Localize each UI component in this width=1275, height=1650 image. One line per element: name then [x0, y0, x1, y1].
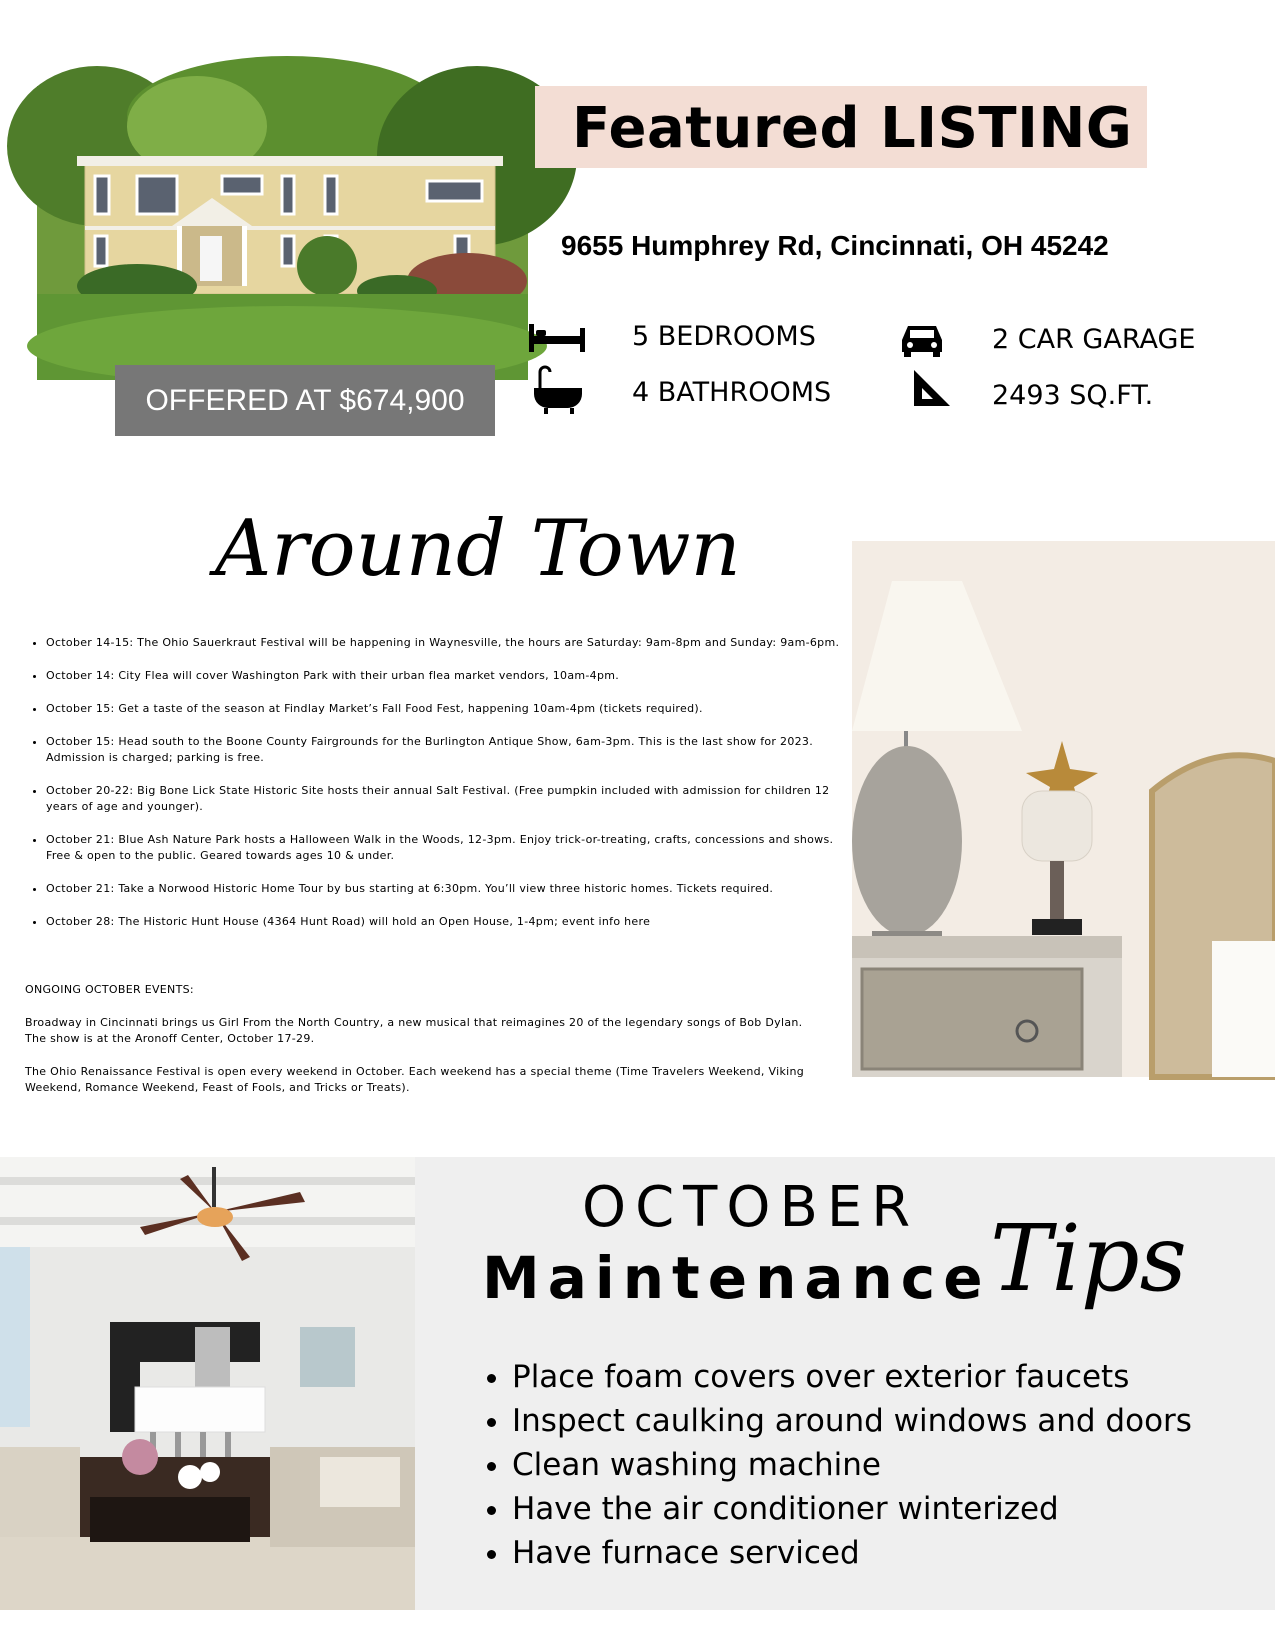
car-icon: [900, 322, 960, 368]
tips-heading-month: OCTOBER: [582, 1175, 920, 1240]
listing-address: 9655 Humphrey Rd, Cincinnati, OH 45242: [561, 230, 1109, 261]
tip-item: • Inspect caulking around windows and doors: [512, 1399, 1192, 1443]
around-town-text: Around Town: [215, 504, 741, 594]
tip-item: • Have furnace serviced: [512, 1531, 1192, 1575]
ruler-triangle-icon: [912, 368, 972, 414]
tip-item: • Clean washing machine: [512, 1443, 1192, 1487]
event-item: • October 14: City Flea will cover Washington Park with their urban flea market vendors, 10am-4pm.: [46, 668, 856, 684]
around-town-title: [215, 470, 741, 630]
event-item: • October 28: The Historic Hunt House (4364 Hunt Road) will hold an Open House, 1-4pm; event info here: [46, 914, 856, 930]
events-list: [22, 635, 856, 947]
tip-item: • Have the air conditioner winterized: [512, 1487, 1192, 1531]
tips-script-text: Tips: [990, 1205, 1187, 1312]
tip-item: • Place foam covers over exterior faucets: [512, 1355, 1192, 1399]
event-item: • October 15: Get a taste of the season at Findlay Market’s Fall Food Fest, happening 10am-4pm (tickets required).: [46, 701, 856, 717]
ongoing-heading: ONGOING OCTOBER EVENTS:: [25, 983, 194, 996]
ongoing-event: Broadway in Cincinnati brings us Girl From the North Country, a new musical that reimagines 20 of the legendary songs of Bob Dylan. The show is at the Aronoff Center, October 17-29.: [25, 1016, 803, 1045]
living-room-photo: [0, 1157, 415, 1610]
tips-heading-maintenance: Maintenance: [482, 1244, 991, 1312]
event-item: • October 15: Head south to the Boone County Fairgrounds for the Burlington Antique Show, 6am-3pm. This is the last show for 2023. Admission is charged; parking is free.: [46, 734, 856, 766]
event-item: • October 20-22: Big Bone Lick State Historic Site hosts their annual Salt Festival. (Free pumpkin included with admission for children 12 years of age and younger).: [46, 783, 856, 815]
price-banner: OFFERED AT $674,900: [115, 365, 495, 436]
event-item: • October 14-15: The Ohio Sauerkraut Festival will be happening in Waynesville, the hours are Saturday: 9am-8pm and Sunday: 9am-6pm.: [46, 635, 856, 651]
event-item: • October 21: Take a Norwood Historic Home Tour by bus starting at 6:30pm. You’ll view three historic homes. Tickets required.: [46, 881, 856, 897]
bed-icon: [527, 318, 587, 364]
square-footage: 2493 SQ.FT.: [992, 380, 1154, 411]
bedrooms-count: 5 BEDROOMS: [632, 321, 816, 352]
bathrooms-count: 4 BATHROOMS: [632, 377, 832, 408]
event-item: • October 21: Blue Ash Nature Park hosts a Halloween Walk in the Woods, 12-3pm. Enjoy trick-or-treating, crafts, concessions and shows. Free & open to the public. Geared towards ages 10 & under.: [46, 832, 856, 864]
house-photo: [37, 86, 528, 380]
bedroom-photo: [852, 541, 1275, 1077]
featured-listing-title: Featured LISTING: [572, 96, 1133, 161]
garage-info: 2 CAR GARAGE: [992, 324, 1196, 355]
tips-script-title: [990, 1170, 1187, 1340]
ongoing-event: The Ohio Renaissance Festival is open every weekend in October. Each weekend has a special theme (Time Travelers Weekend, Viking Weekend, Romance Weekend, Feast of Fools, and Tricks or Treats).: [25, 1065, 805, 1094]
bathtub-icon: [532, 366, 592, 412]
tips-list: [480, 1355, 1192, 1575]
